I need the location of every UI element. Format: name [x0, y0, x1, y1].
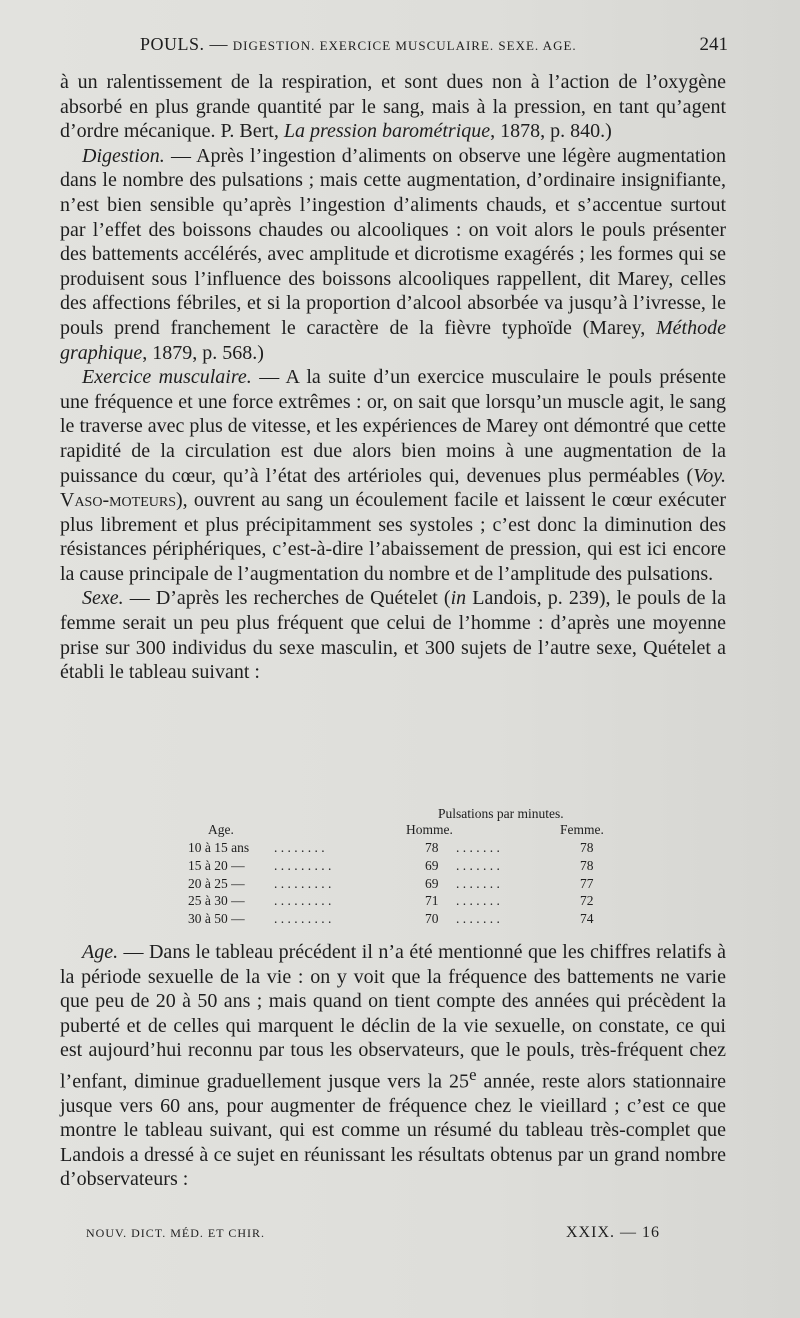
cell-dots: . . . . . . . . . [274, 857, 332, 873]
text-run: — Après l’ingestion d’aliments on observe une légère augmentation dans le nombre des pulsations ; mais cette augmentation, d’ordinaire insignifiante, n’est bien sensible qu’après l’ingestion d’aliments chauds, et s’accentue surtout par l’effet des boissons chaudes ou alcooliques : on voit alors le pouls présenter des battements accélérés, avec amplitude et dicrotisme exagérés ; les formes qui se produisent sous l’influence des boissons alcooliques rappellent, dit Marey, celles des affections fébriles, et si la proportion d’alcool absorbée va jusqu’à l’ivresse, le pouls prend franchement le caractère de la fièvre typhoïde (Marey, [60, 144, 726, 339]
cell-dots: . . . . . . . . . [274, 875, 332, 891]
table-header [60, 821, 726, 839]
cell-dots: . . . . . . . . . [274, 911, 332, 927]
cell-femme: 74 [580, 911, 594, 927]
citation-title: Méthode graphique [60, 316, 726, 364]
cell-age: 25 à 30 — [188, 893, 245, 909]
cell-age: 30 à 50 — [188, 911, 245, 927]
page-number: 241 [699, 34, 728, 55]
col-header-homme: Homme. [406, 822, 453, 837]
section-heading: Exercice musculaire. [82, 366, 252, 389]
citation-title: La pression barométrique [283, 120, 491, 143]
text-run: année, reste alors stationnaire jusque vers 60 ans, pour augmenter de fréquence chez le vieillard ; c’est ce que montre le tableau suivant, qui est comme un résumé du tableau très-complet que Landois a dressé à ce sujet en réunissant les résultats obtenus par un grand nombre d’observateurs : [60, 1070, 726, 1191]
page-footer [86, 1226, 660, 1246]
paragraph-digestion [60, 144, 726, 365]
cell-homme: 69 [425, 857, 439, 873]
header-title-rest: DIGESTION. EXERCICE MUSCULAIRE. SEXE. AGE. [232, 38, 577, 53]
cell-femme: 78 [580, 840, 594, 855]
cross-reference-target: Vaso-moteurs [60, 489, 177, 512]
cell-homme: 71 [425, 893, 439, 909]
section-heading: Sexe. [82, 587, 124, 610]
text-run: ), ouvrent au sang un écoulement facile et laissent le cœur exécuter plus librement et plus précipitamment ses systoles ; c’est donc la diminution des résistances périphériques, c’est-à-dire l’abaissement de pression, qui est ici encore la cause principale de l’augmentation du nombre et de l’amplitude des pulsations. [60, 489, 726, 585]
text-run: à un ralentissement de la respiration, et sont dues non à l’action de l’oxygène absorbé en plus grande quantité par le sang, mais à la pression, en tant qu’agent d’ordre mécanique. P. Bert, [60, 71, 726, 143]
header-title [140, 34, 577, 55]
header-title-main: POULS. — [140, 34, 229, 54]
col-header-age: Age. [208, 822, 234, 837]
footer-signature: XXIX. — 16 [566, 1224, 660, 1241]
paragraph-exercice [60, 365, 726, 586]
running-header [60, 34, 728, 58]
cell-dots: . . . . . . . [456, 875, 500, 891]
paragraph-sexe [60, 586, 726, 684]
cell-homme: 69 [425, 875, 439, 891]
cell-age: 15 à 20 — [188, 857, 245, 873]
col-header-femme: Femme. [560, 822, 604, 837]
text-italic: in [450, 587, 467, 610]
cell-dots: . . . . . . . . . [274, 893, 332, 909]
cell-homme: 78 [425, 840, 439, 855]
text-run: — A la suite d’un exercice musculaire le pouls présente une fréquence et une force extrêmes : or, on sait que lorsqu’un muscle agit, le sang le traverse avec plus de vitesse, et les expériences de Marey ont démontré que cette rapidité de la circulation est due alors bien moins à une augmentation de la puissance du cœur, qu’à l’état des artérioles qui, devenues plus perméables ( [60, 366, 726, 487]
paragraph-continuation [60, 70, 726, 144]
cell-dots: . . . . . . . [456, 840, 500, 855]
cell-femme: 72 [580, 893, 594, 909]
text-run: Landois, p. 239), le pouls de la femme serait un peu plus fréquent que celui de l’homme : d’après une moyenne prise sur 300 individus du sexe masculin, et 300 sujets de l’autre sexe, Quételet a établi le tableau suivant : [60, 587, 726, 684]
cell-dots: . . . . . . . [456, 893, 500, 909]
section-heading: Digestion. [82, 144, 165, 167]
cross-reference: Voy. [693, 464, 726, 487]
table-row [60, 839, 726, 857]
main-text-continued [60, 940, 726, 1192]
cell-dots: . . . . . . . [456, 857, 500, 873]
cell-dots: . . . . . . . . [274, 840, 325, 855]
main-text [60, 70, 726, 685]
text-run: — Dans le tableau précédent il n’a été mentionné que les chiffres relatifs à la période sexuelle de la vie : on y voit que la fréquence des battements ne varie que peu de 20 à 50 ans ; mais quand on tient compte des années qui précèdent la puberté et de celles qui marquent le déclin de la vie sexuelle, on constate, ce qui est aujourd’hui reconnu par tous les observateurs, que le pouls, très-fréquent chez l’enfant, diminue graduellement jusque vers la 25 [60, 941, 726, 1093]
footer-series: NOUV. DICT. MÉD. ET CHIR. [86, 1226, 266, 1240]
table-row [60, 910, 726, 928]
cell-dots: . . . . . . . [456, 911, 500, 927]
paragraph-age [60, 940, 726, 1192]
cell-femme: 78 [580, 857, 594, 873]
table-row [60, 892, 726, 910]
section-heading: Age. [82, 941, 119, 963]
cell-age: 10 à 15 ans [188, 840, 250, 855]
superscript: e [469, 1064, 477, 1084]
table-body [60, 839, 726, 928]
cell-homme: 70 [425, 911, 439, 927]
table-row [60, 875, 726, 893]
table-row [60, 857, 726, 875]
text-run: , 1879, p. 568.) [142, 341, 264, 364]
text-run: , 1878, p. 840.) [490, 120, 612, 143]
cell-age: 20 à 25 — [188, 875, 245, 891]
cell-femme: 77 [580, 875, 594, 891]
table-caption: Pulsations par minutes. [438, 806, 564, 821]
text-run: — D’après les recherches de Quételet ( [123, 587, 451, 610]
